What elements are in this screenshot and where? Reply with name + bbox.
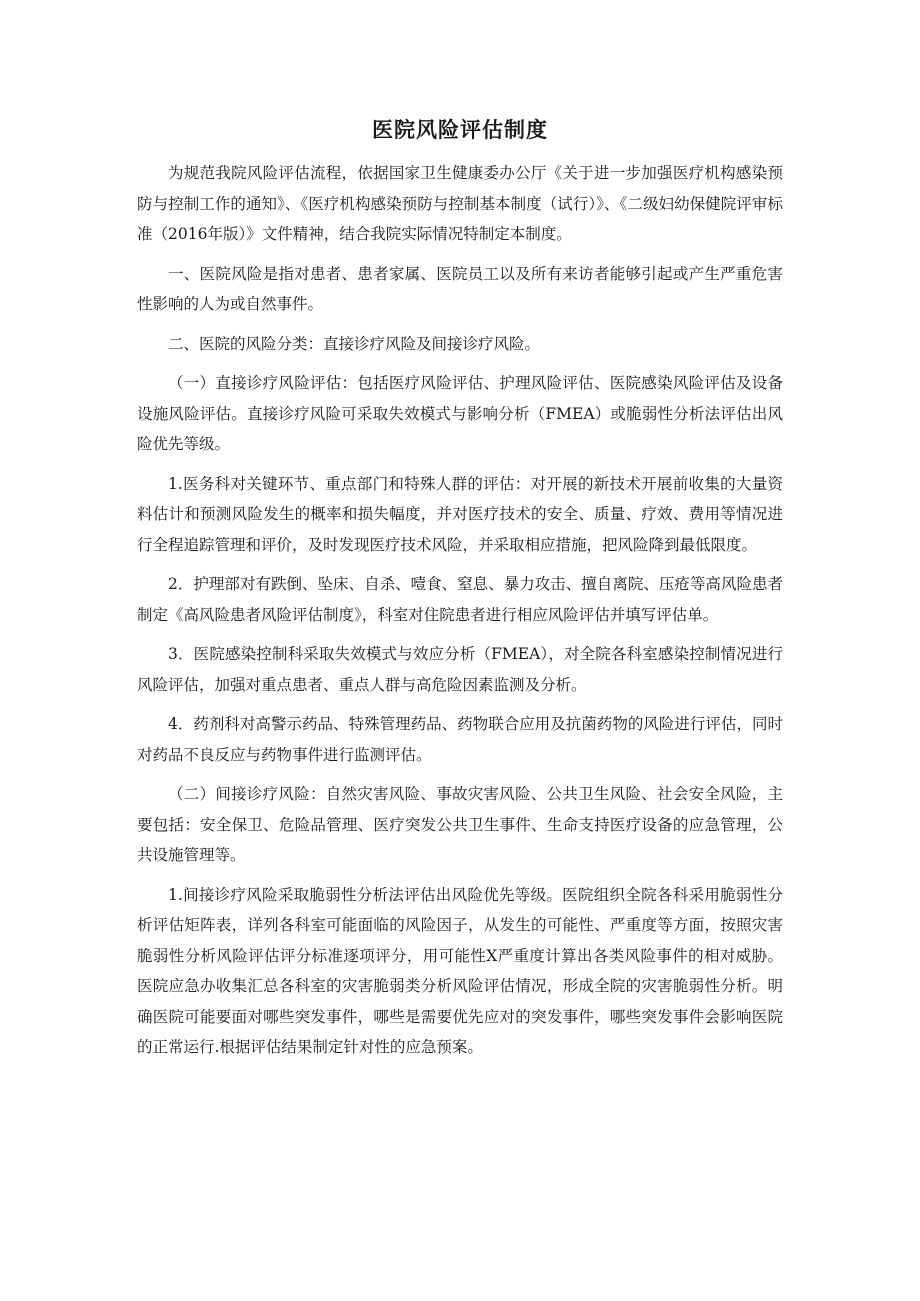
document-page	[137, 112, 783, 1063]
paragraph-intro: 为规范我院风险评估流程，依据国家卫生健康委办公厅《关于进一步加强医疗机构感染预防与控制工作的通知》、《医疗机构感染预防与控制基本制度（试行）》、《二级妇幼保健院评审标准（2016年版）》文件精神，结合我院实际情况特制定本制度。	[137, 164, 783, 243]
paragraph-subsection-direct: （一）直接诊疗风险评估：包括医疗风险评估、护理风险评估、医院感染风险评估及设备设施风险评估。直接诊疗风险可采取失效模式与影响分析（FMEA）或脆弱性分析法评估出风险优先等级。	[137, 374, 783, 453]
paragraph-section-1: 一、医院风险是指对患者、患者家属、医院员工以及所有来访者能够引起或产生严重危害性影响的人为或自然事件。	[137, 264, 783, 313]
paragraph-item-4-pharmacy: 4．药剂科对高警示药品、特殊管理药品、药物联合应用及抗菌药物的风险进行评估，同时对药品不良反应与药物事件进行监测评估。	[137, 715, 783, 764]
paragraph-subsection-indirect: （二）间接诊疗风险：自然灾害风险、事故灾害风险、公共卫生风险、社会安全风险，主要包括：安全保卫、危险品管理、医疗突发公共卫生事件、生命支持医疗设备的应急管理，公共设施管理等。	[137, 785, 783, 864]
paragraph-item-1-medical: 1.医务科对关键环节、重点部门和特殊人群的评估：对开展的新技术开展前收集的大量资料估计和预测风险发生的概率和损失幅度，并对医疗技术的安全、质量、疗效、费用等情况进行全程追踪管理和评价，及时发现医疗技术风险，并采取相应措施，把风险降到最低限度。	[137, 474, 783, 554]
paragraph-item-2-nursing: 2．护理部对有跌倒、坠床、自杀、噎食、窒息、暴力攻击、擅自离院、压疮等高风险患者制定《高风险患者风险评估制度》，科室对住院患者进行相应风险评估并填写评估单。	[137, 575, 783, 624]
document-title: 医院风险评估制度	[372, 117, 548, 142]
paragraph-item-1-vulnerability: 1.间接诊疗风险采取脆弱性分析法评估出风险优先等级。医院组织全院各科采用脆弱性分析评估矩阵表，详列各科室可能面临的风险因子，从发生的可能性、严重度等方面，按照灾害脆弱性分析风险评估评分标准逐项评分，用可能性X严重度计算出各类风险事件的相对威胁。医院应急办收集汇总各科室的灾害脆弱类分析风险评估情况，形成全院的灾害脆弱性分析。明确医院可能要面对哪些突发事件，哪些是需要优先应对的突发事件，哪些突发事件会影响医院的正常运行.根据评估结果制定针对性的应急预案。	[137, 885, 783, 1056]
paragraph-section-2: 二、医院的风险分类：直接诊疗风险及间接诊疗风险。	[168, 334, 541, 353]
paragraph-item-3-infection: 3．医院感染控制科采取失效模式与效应分析（FMEA），对全院各科室感染控制情况进行风险评估，加强对重点患者、重点人群与高危险因素监测及分析。	[137, 645, 783, 694]
